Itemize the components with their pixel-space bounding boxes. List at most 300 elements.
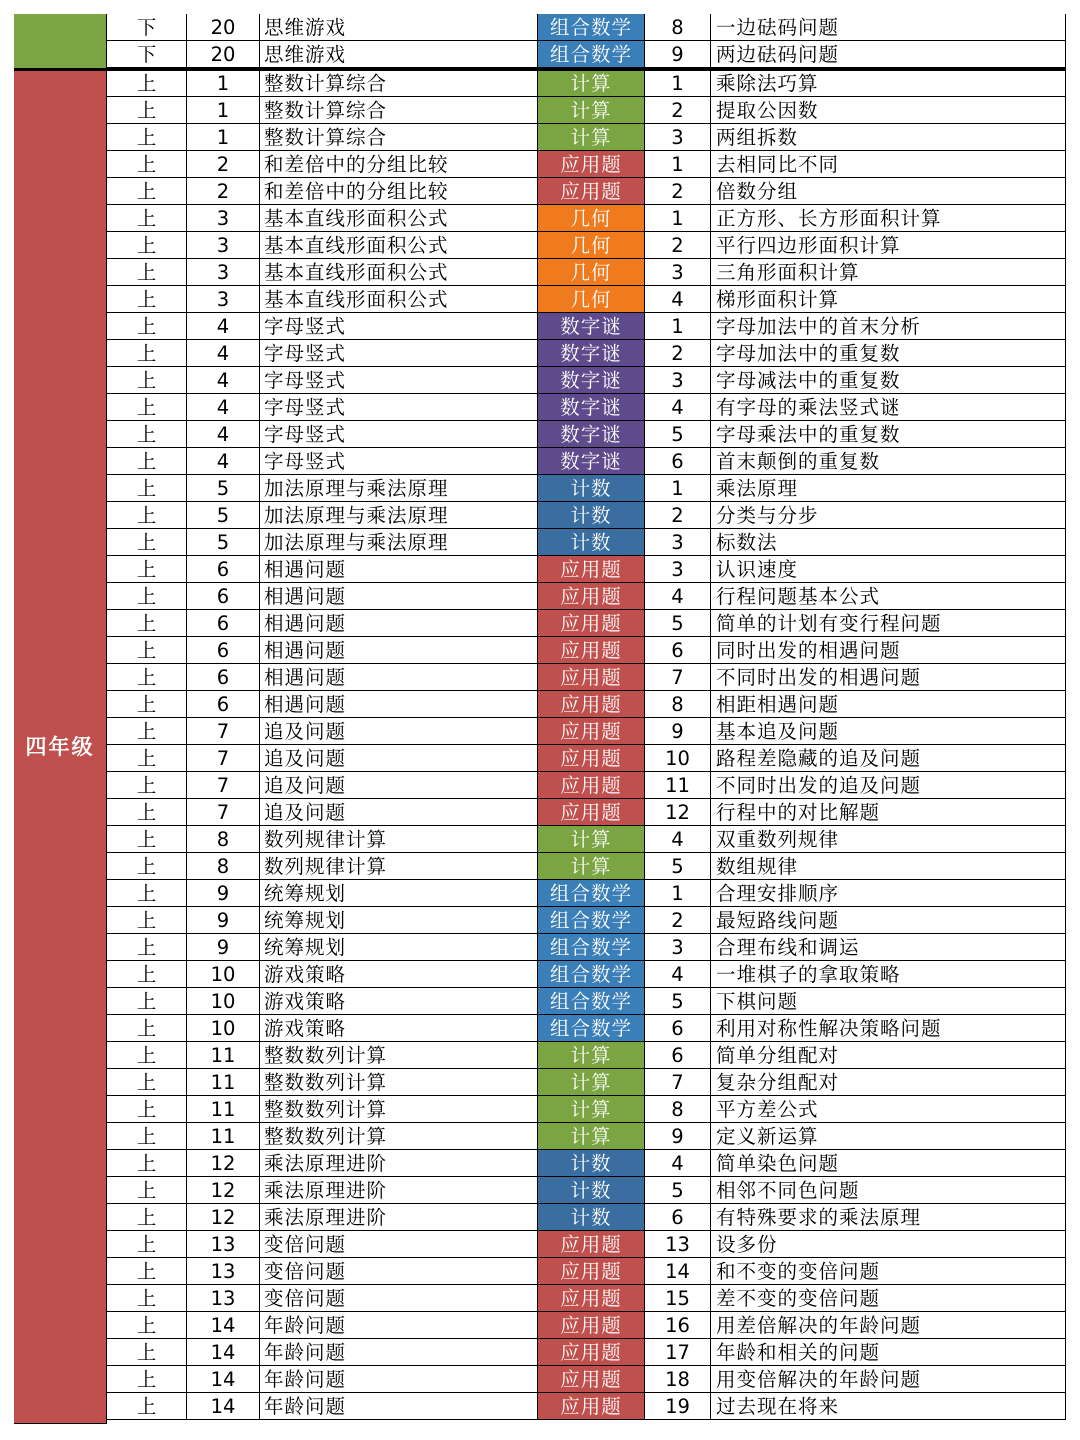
lesson-cell: 13 [187,1231,260,1258]
point-number-cell: 5 [645,1177,711,1204]
lesson-cell: 13 [187,1258,260,1285]
topic-cell: 字母竖式 [260,394,538,421]
category-cell: 组合数学 [538,907,645,934]
topic-cell: 追及问题 [260,718,538,745]
point-number-cell: 2 [645,340,711,367]
category-cell: 数字谜 [538,448,645,475]
lesson-cell: 10 [187,961,260,988]
topic-cell: 追及问题 [260,745,538,772]
topic-cell: 游戏策略 [260,988,538,1015]
lesson-cell: 1 [187,124,260,151]
lesson-cell: 7 [187,745,260,772]
lesson-cell: 4 [187,367,260,394]
knowledge-point-cell: 用差倍解决的年龄问题 [711,1312,1066,1339]
point-number-cell: 5 [645,853,711,880]
knowledge-point-cell: 倍数分组 [711,178,1066,205]
topic-cell: 数列规律计算 [260,826,538,853]
table-row [107,988,1066,1015]
table-row [107,14,1066,41]
term-cell: 上 [107,1312,187,1339]
category-cell: 计算 [538,1096,645,1123]
topic-cell: 年龄问题 [260,1339,538,1366]
term-cell: 上 [107,1177,187,1204]
point-number-cell: 18 [645,1366,711,1393]
knowledge-point-cell: 同时出发的相遇问题 [711,637,1066,664]
point-number-cell: 3 [645,367,711,394]
knowledge-point-cell: 行程问题基本公式 [711,583,1066,610]
knowledge-point-cell: 数组规律 [711,853,1066,880]
topic-cell: 相遇问题 [260,664,538,691]
lesson-cell: 9 [187,934,260,961]
lesson-cell: 14 [187,1339,260,1366]
term-cell: 上 [107,853,187,880]
topic-cell: 统筹规划 [260,934,538,961]
table-row [107,178,1066,205]
category-cell: 应用题 [538,1231,645,1258]
category-cell: 应用题 [538,1339,645,1366]
term-cell: 上 [107,367,187,394]
point-number-cell: 9 [645,41,711,68]
knowledge-point-cell: 乘除法巧算 [711,70,1066,97]
point-number-cell: 17 [645,1339,711,1366]
grade-cell-current [14,69,107,1424]
table-row [107,41,1066,68]
term-cell: 上 [107,691,187,718]
lesson-cell: 12 [187,1150,260,1177]
knowledge-point-cell: 用变倍解决的年龄问题 [711,1366,1066,1393]
topic-cell: 相遇问题 [260,637,538,664]
knowledge-point-cell: 平方差公式 [711,1096,1066,1123]
knowledge-point-cell: 下棋问题 [711,988,1066,1015]
category-cell: 应用题 [538,772,645,799]
topic-cell: 统筹规划 [260,907,538,934]
point-number-cell: 1 [645,151,711,178]
point-number-cell: 4 [645,1150,711,1177]
lesson-cell: 7 [187,799,260,826]
table-row [107,205,1066,232]
topic-cell: 相遇问题 [260,691,538,718]
category-cell: 计数 [538,1204,645,1231]
lesson-cell: 6 [187,556,260,583]
category-cell: 数字谜 [538,313,645,340]
term-cell: 上 [107,1042,187,1069]
category-cell: 应用题 [538,151,645,178]
category-cell: 应用题 [538,178,645,205]
table-row [107,718,1066,745]
lesson-cell: 13 [187,1285,260,1312]
lesson-cell: 11 [187,1096,260,1123]
knowledge-point-cell: 两边砝码问题 [711,41,1066,68]
topic-cell: 追及问题 [260,772,538,799]
topic-cell: 字母竖式 [260,340,538,367]
term-cell: 上 [107,556,187,583]
table-row [107,1366,1066,1393]
category-cell: 几何 [538,232,645,259]
topic-cell: 游戏策略 [260,961,538,988]
term-cell: 上 [107,718,187,745]
category-cell: 应用题 [538,1393,645,1420]
point-number-cell: 8 [645,1096,711,1123]
point-number-cell: 19 [645,1393,711,1420]
point-number-cell: 6 [645,1042,711,1069]
point-number-cell: 4 [645,961,711,988]
point-number-cell: 1 [645,70,711,97]
knowledge-point-cell: 首末颠倒的重复数 [711,448,1066,475]
point-number-cell: 3 [645,556,711,583]
term-cell: 上 [107,448,187,475]
table-row [107,529,1066,556]
lesson-cell: 3 [187,205,260,232]
term-cell: 上 [107,1015,187,1042]
category-cell: 计算 [538,826,645,853]
knowledge-point-cell: 分类与分步 [711,502,1066,529]
knowledge-point-cell: 两组拆数 [711,124,1066,151]
lesson-cell: 6 [187,583,260,610]
point-number-cell: 15 [645,1285,711,1312]
topic-cell: 乘法原理进阶 [260,1150,538,1177]
lesson-cell: 12 [187,1204,260,1231]
table-row [107,1258,1066,1285]
table-row [107,961,1066,988]
table-row [107,1042,1066,1069]
knowledge-point-cell: 有字母的乘法竖式谜 [711,394,1066,421]
knowledge-point-cell: 认识速度 [711,556,1066,583]
table-row [107,691,1066,718]
point-number-cell: 13 [645,1231,711,1258]
table-row [107,313,1066,340]
category-cell: 组合数学 [538,1015,645,1042]
term-cell: 上 [107,583,187,610]
knowledge-point-cell: 定义新运算 [711,1123,1066,1150]
knowledge-point-cell: 去相同比不同 [711,151,1066,178]
category-cell: 应用题 [538,556,645,583]
topic-cell: 思维游戏 [260,41,538,68]
grade-separator [14,68,1066,71]
lesson-cell: 20 [187,14,260,41]
topic-cell: 整数计算综合 [260,97,538,124]
lesson-cell: 5 [187,529,260,556]
category-cell: 计数 [538,475,645,502]
knowledge-point-cell: 双重数列规律 [711,826,1066,853]
table-row [107,367,1066,394]
point-number-cell: 4 [645,583,711,610]
table-row [107,826,1066,853]
knowledge-point-cell: 三角形面积计算 [711,259,1066,286]
term-cell: 上 [107,610,187,637]
point-number-cell: 3 [645,259,711,286]
term-cell: 上 [107,826,187,853]
table-row [107,664,1066,691]
lesson-cell: 5 [187,502,260,529]
table-row [107,934,1066,961]
category-cell: 计算 [538,97,645,124]
term-cell: 上 [107,205,187,232]
table-row [107,232,1066,259]
knowledge-point-cell: 标数法 [711,529,1066,556]
knowledge-point-cell: 设多份 [711,1231,1066,1258]
knowledge-point-cell: 简单分组配对 [711,1042,1066,1069]
lesson-cell: 6 [187,664,260,691]
topic-cell: 字母竖式 [260,313,538,340]
term-cell: 上 [107,124,187,151]
term-cell: 上 [107,637,187,664]
category-cell: 组合数学 [538,41,645,68]
knowledge-point-cell: 提取公因数 [711,97,1066,124]
point-number-cell: 4 [645,826,711,853]
category-cell: 计算 [538,1042,645,1069]
table-row [107,421,1066,448]
table-row [107,772,1066,799]
knowledge-point-cell: 相邻不同色问题 [711,1177,1066,1204]
point-number-cell: 6 [645,1015,711,1042]
topic-cell: 和差倍中的分组比较 [260,178,538,205]
lesson-cell: 11 [187,1042,260,1069]
point-number-cell: 9 [645,1123,711,1150]
lesson-cell: 8 [187,826,260,853]
lesson-cell: 11 [187,1123,260,1150]
term-cell: 上 [107,178,187,205]
category-cell: 数字谜 [538,367,645,394]
term-cell: 上 [107,151,187,178]
table-row [107,1015,1066,1042]
lesson-cell: 20 [187,41,260,68]
topic-cell: 变倍问题 [260,1231,538,1258]
lesson-cell: 4 [187,394,260,421]
term-cell: 上 [107,313,187,340]
term-cell: 上 [107,259,187,286]
term-cell: 上 [107,1150,187,1177]
term-cell: 上 [107,799,187,826]
table-row [107,475,1066,502]
topic-cell: 字母竖式 [260,367,538,394]
knowledge-point-cell: 字母乘法中的重复数 [711,421,1066,448]
term-cell: 上 [107,1123,187,1150]
topic-cell: 思维游戏 [260,14,538,41]
topic-cell: 乘法原理进阶 [260,1204,538,1231]
point-number-cell: 8 [645,691,711,718]
grade-cell-previous [14,14,107,69]
lesson-cell: 1 [187,70,260,97]
table-row [107,340,1066,367]
curriculum-table [14,14,1066,1424]
lesson-cell: 6 [187,637,260,664]
category-cell: 组合数学 [538,961,645,988]
point-number-cell: 4 [645,286,711,313]
lesson-cell: 9 [187,907,260,934]
topic-cell: 基本直线形面积公式 [260,286,538,313]
category-cell: 应用题 [538,1312,645,1339]
knowledge-point-cell: 一堆棋子的拿取策略 [711,961,1066,988]
topic-cell: 整数数列计算 [260,1069,538,1096]
point-number-cell: 7 [645,664,711,691]
category-cell: 数字谜 [538,421,645,448]
table-row [107,97,1066,124]
term-cell: 上 [107,1204,187,1231]
point-number-cell: 2 [645,502,711,529]
category-cell: 计算 [538,1123,645,1150]
point-number-cell: 14 [645,1258,711,1285]
category-cell: 几何 [538,205,645,232]
table-row [107,394,1066,421]
knowledge-point-cell: 差不变的变倍问题 [711,1285,1066,1312]
lesson-cell: 4 [187,421,260,448]
category-cell: 组合数学 [538,988,645,1015]
table-row [107,1177,1066,1204]
term-cell: 上 [107,880,187,907]
category-cell: 应用题 [538,1258,645,1285]
knowledge-point-cell: 简单染色问题 [711,1150,1066,1177]
table-row [107,556,1066,583]
knowledge-point-cell: 路程差隐藏的追及问题 [711,745,1066,772]
point-number-cell: 6 [645,448,711,475]
point-number-cell: 3 [645,124,711,151]
table-row [107,259,1066,286]
knowledge-point-cell: 合理安排顺序 [711,880,1066,907]
term-cell: 上 [107,1069,187,1096]
knowledge-point-cell: 合理布线和调运 [711,934,1066,961]
point-number-cell: 5 [645,988,711,1015]
lesson-cell: 10 [187,988,260,1015]
knowledge-point-cell: 不同时出发的相遇问题 [711,664,1066,691]
topic-cell: 追及问题 [260,799,538,826]
topic-cell: 整数计算综合 [260,70,538,97]
category-cell: 计算 [538,124,645,151]
knowledge-point-cell: 不同时出发的追及问题 [711,772,1066,799]
table-row [107,1339,1066,1366]
lesson-cell: 4 [187,448,260,475]
point-number-cell: 4 [645,394,711,421]
category-cell: 几何 [538,286,645,313]
table-row [107,907,1066,934]
topic-cell: 年龄问题 [260,1312,538,1339]
point-number-cell: 3 [645,529,711,556]
knowledge-point-cell: 乘法原理 [711,475,1066,502]
table-row [107,1069,1066,1096]
table-row [107,610,1066,637]
point-number-cell: 8 [645,14,711,41]
category-cell: 应用题 [538,1366,645,1393]
lesson-cell: 3 [187,232,260,259]
table-row [107,880,1066,907]
category-cell: 数字谜 [538,394,645,421]
topic-cell: 年龄问题 [260,1366,538,1393]
lesson-cell: 11 [187,1069,260,1096]
knowledge-point-cell: 字母加法中的首末分析 [711,313,1066,340]
lesson-cell: 6 [187,691,260,718]
knowledge-point-cell: 过去现在将来 [711,1393,1066,1420]
category-cell: 计算 [538,70,645,97]
lesson-cell: 4 [187,340,260,367]
term-cell: 下 [107,41,187,68]
knowledge-point-cell: 相距相遇问题 [711,691,1066,718]
term-cell: 上 [107,961,187,988]
lesson-cell: 14 [187,1312,260,1339]
table-row [107,502,1066,529]
category-cell: 应用题 [538,799,645,826]
point-number-cell: 3 [645,934,711,961]
knowledge-point-cell: 和不变的变倍问题 [711,1258,1066,1285]
topic-cell: 加法原理与乘法原理 [260,502,538,529]
term-cell: 上 [107,70,187,97]
table-row [107,124,1066,151]
point-number-cell: 5 [645,610,711,637]
topic-cell: 整数数列计算 [260,1096,538,1123]
term-cell: 上 [107,97,187,124]
table-row [107,1123,1066,1150]
point-number-cell: 1 [645,205,711,232]
table-row [107,1096,1066,1123]
lesson-cell: 9 [187,880,260,907]
knowledge-point-cell: 简单的计划有变行程问题 [711,610,1066,637]
category-cell: 组合数学 [538,14,645,41]
term-cell: 上 [107,772,187,799]
lesson-cell: 12 [187,1177,260,1204]
knowledge-point-cell: 字母加法中的重复数 [711,340,1066,367]
lesson-cell: 10 [187,1015,260,1042]
term-cell: 上 [107,475,187,502]
knowledge-point-cell: 一边砝码问题 [711,14,1066,41]
topic-cell: 加法原理与乘法原理 [260,529,538,556]
point-number-cell: 6 [645,637,711,664]
knowledge-point-cell: 有特殊要求的乘法原理 [711,1204,1066,1231]
lesson-cell: 6 [187,610,260,637]
topic-cell: 基本直线形面积公式 [260,259,538,286]
table-row [107,1231,1066,1258]
topic-cell: 变倍问题 [260,1285,538,1312]
term-cell: 上 [107,1258,187,1285]
table-row [107,853,1066,880]
category-cell: 应用题 [538,637,645,664]
knowledge-point-cell: 最短路线问题 [711,907,1066,934]
knowledge-point-cell: 梯形面积计算 [711,286,1066,313]
lesson-cell: 3 [187,259,260,286]
topic-cell: 加法原理与乘法原理 [260,475,538,502]
category-cell: 应用题 [538,745,645,772]
point-number-cell: 1 [645,880,711,907]
term-cell: 上 [107,502,187,529]
category-cell: 应用题 [538,664,645,691]
table-row [107,70,1066,97]
category-cell: 应用题 [538,1285,645,1312]
category-cell: 计数 [538,1177,645,1204]
lesson-cell: 2 [187,151,260,178]
point-number-cell: 1 [645,313,711,340]
point-number-cell: 2 [645,907,711,934]
table-row [107,745,1066,772]
point-number-cell: 11 [645,772,711,799]
lesson-cell: 2 [187,178,260,205]
topic-cell: 相遇问题 [260,583,538,610]
topic-cell: 基本直线形面积公式 [260,232,538,259]
lesson-cell: 4 [187,313,260,340]
category-cell: 应用题 [538,718,645,745]
term-cell: 上 [107,745,187,772]
topic-cell: 字母竖式 [260,421,538,448]
topic-cell: 数列规律计算 [260,853,538,880]
point-number-cell: 1 [645,475,711,502]
table-row [107,448,1066,475]
term-cell: 上 [107,529,187,556]
table-row [107,286,1066,313]
topic-cell: 整数数列计算 [260,1042,538,1069]
point-number-cell: 2 [645,232,711,259]
point-number-cell: 6 [645,1204,711,1231]
term-cell: 上 [107,421,187,448]
knowledge-point-cell: 利用对称性解决策略问题 [711,1015,1066,1042]
term-cell: 下 [107,14,187,41]
category-cell: 计数 [538,529,645,556]
category-cell: 数字谜 [538,340,645,367]
